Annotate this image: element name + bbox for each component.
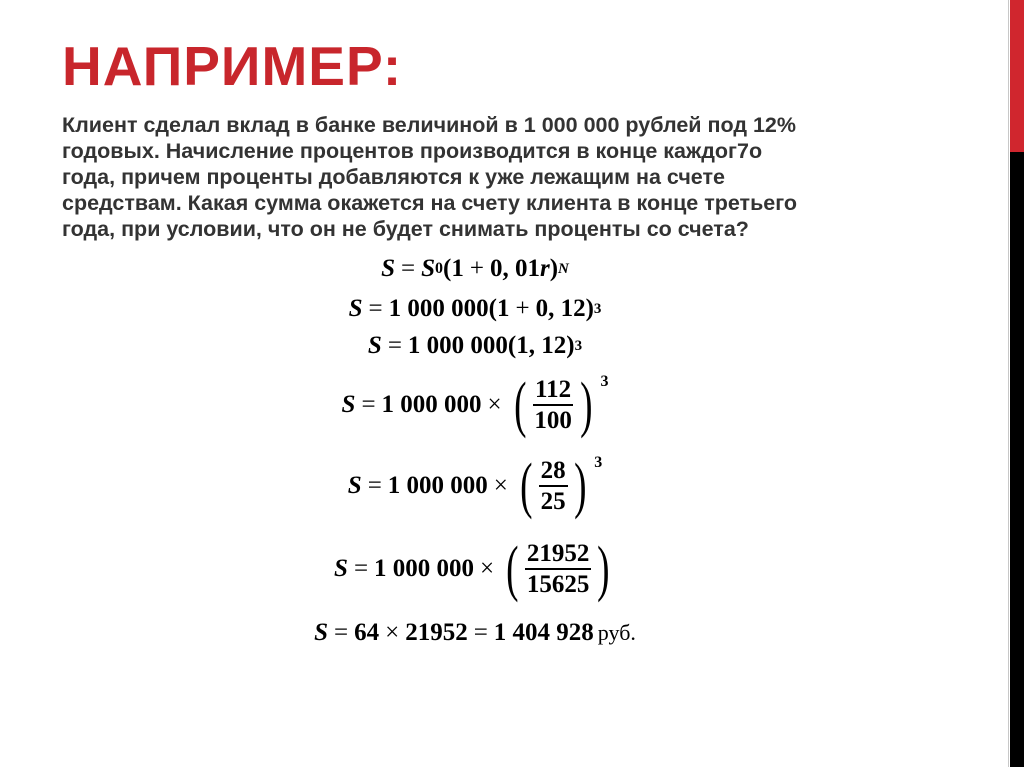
formula-step-5 [0, 452, 950, 520]
var-s: S [314, 619, 328, 646]
equals: = [368, 295, 383, 322]
var-s: S [348, 295, 363, 322]
var-s: S [347, 472, 362, 499]
problem-line: года, причем проценты добавляются к уже лежащим на счете [62, 165, 725, 189]
problem-line: годовых. Начисление процентов производится в конце каждог7о [62, 139, 763, 163]
equals: = [367, 472, 382, 499]
formula-step-3 [0, 331, 950, 361]
exponent: N [558, 260, 569, 277]
left-paren: ( [513, 371, 527, 439]
var-s0: S [421, 255, 436, 282]
right-paren: ) [597, 535, 610, 603]
var-r: r [539, 255, 550, 282]
times: × [385, 619, 400, 646]
var-s: S [381, 255, 396, 282]
plus: + [515, 295, 530, 322]
problem-line: Клиент сделал вклад в банке величиной в 1 000 000 рублей под 12% [62, 113, 796, 137]
exponent: 3 [594, 454, 603, 471]
exponent: 3 [574, 337, 583, 354]
result-value: 1 404 928 [493, 619, 594, 646]
formula-general [0, 254, 950, 284]
term: (1 [443, 255, 464, 282]
currency-unit: руб. [597, 620, 636, 645]
exponent: 3 [600, 373, 609, 390]
term: 0, 12) [535, 295, 594, 322]
term: 1 000 000(1, 12) [407, 332, 575, 359]
accent-bar-red [1010, 0, 1024, 152]
formula-result [0, 618, 950, 648]
numerator: 21952 [525, 539, 592, 570]
numerator: 112 [533, 375, 573, 406]
equals: = [387, 332, 402, 359]
exponent: 3 [593, 300, 602, 317]
term: 0, 01 [489, 255, 540, 282]
term: 21952 [405, 619, 468, 646]
denominator: 25 [540, 488, 566, 515]
slide-title: НАПРИМЕР: [62, 35, 403, 97]
var-s: S [367, 332, 382, 359]
fraction [532, 375, 574, 435]
formula-step-6 [0, 535, 950, 603]
problem-text [62, 112, 797, 242]
term: 64 [354, 619, 380, 646]
equals: = [361, 391, 376, 418]
times: × [487, 391, 502, 418]
problem-line: года, при условии, что он не будет снимать проценты со счета? [62, 217, 749, 241]
right-paren: ) [573, 452, 587, 520]
plus: + [469, 255, 484, 282]
formula-step-4 [0, 371, 950, 439]
equals: = [333, 619, 349, 646]
equals: = [401, 255, 416, 282]
times: × [480, 555, 495, 582]
left-paren: ( [520, 452, 533, 520]
term: ) [549, 255, 559, 282]
fraction [525, 539, 592, 599]
numerator: 28 [539, 456, 568, 487]
accent-bar-black [1010, 152, 1024, 767]
formula-step-2 [0, 294, 950, 324]
problem-line: средствам. Какая сумма окажется на счету клиента в конце третьего [62, 191, 798, 215]
equals: = [353, 555, 369, 582]
var-s: S [334, 555, 348, 582]
right-paren: ) [579, 371, 593, 439]
left-paren: ( [506, 535, 519, 603]
divider-line [1008, 0, 1009, 767]
equals: = [473, 619, 488, 646]
denominator: 15625 [526, 571, 590, 598]
subscript: 0 [435, 260, 444, 277]
times: × [493, 472, 508, 499]
var-s: S [341, 391, 356, 418]
term: 1 000 000 [374, 555, 475, 582]
term: 1 000 000 [381, 391, 482, 418]
term: 1 000 000(1 [388, 295, 510, 322]
fraction [539, 456, 568, 516]
denominator: 100 [534, 407, 572, 434]
term: 1 000 000 [387, 472, 488, 499]
